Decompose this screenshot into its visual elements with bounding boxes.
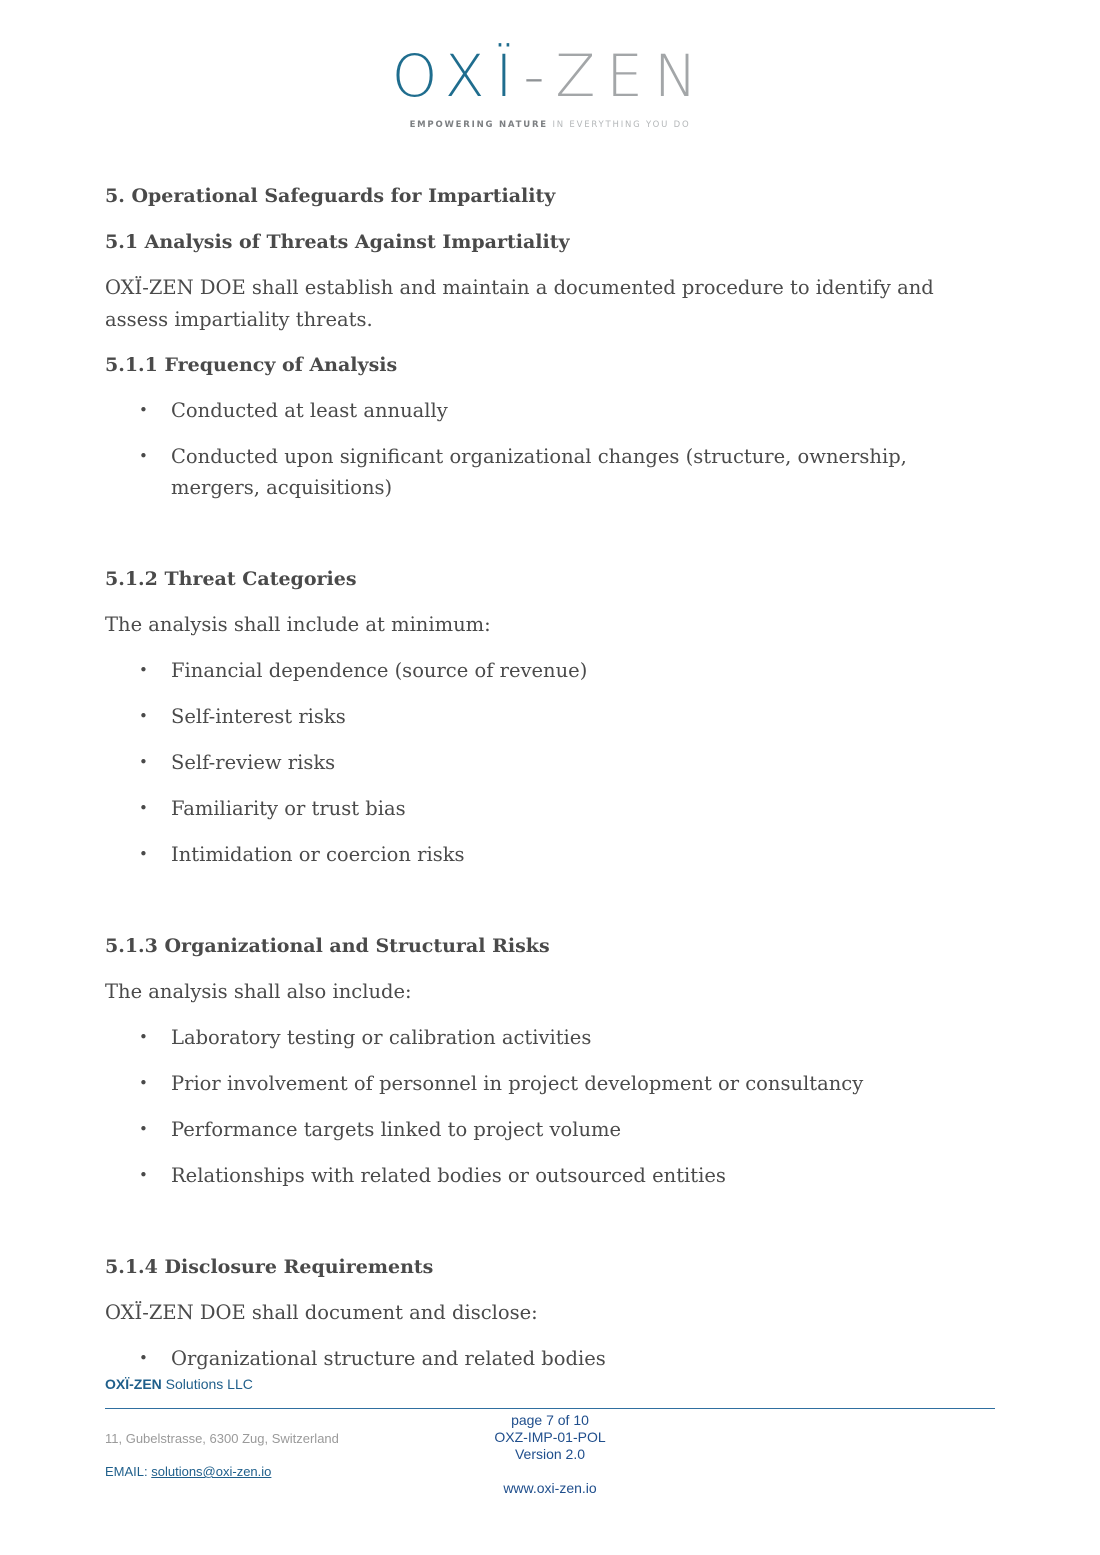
bullet-icon: • <box>139 845 148 863</box>
section-5-1-intro: OXÏ-ZEN DOE shall establish and maintain a documented procedure to identify and assess impartiality threats. <box>105 276 934 331</box>
footer-company-name: OXÏ-ZEN Solutions LLC <box>105 1376 253 1392</box>
bullet-icon: • <box>139 661 148 679</box>
structural-risks-list <box>105 1022 985 1191</box>
list-item: • Conducted upon significant organizational changes (structure, ownership, mergers, acquisitions) <box>105 441 985 503</box>
bullet-icon: • <box>139 447 148 465</box>
frequency-list <box>105 395 985 503</box>
bullet-icon: • <box>139 1028 148 1046</box>
threat-categories-list <box>105 655 985 870</box>
section-5-1-2-heading: 5.1.2 Threat Categories <box>105 568 357 590</box>
section-5-heading: 5. Operational Safeguards for Impartiality <box>105 185 556 207</box>
logo-wordmark: OXÏ-ZEN <box>391 42 709 110</box>
bullet-icon: • <box>139 1120 148 1138</box>
section-5-1-3-heading: 5.1.3 Organizational and Structural Risks <box>105 935 550 957</box>
list-item: • Relationships with related bodies or outsourced entities <box>105 1160 985 1191</box>
list-item: • Financial dependence (source of revenue) <box>105 655 985 686</box>
bullet-icon: • <box>139 1166 148 1184</box>
bullet-icon: • <box>139 707 148 725</box>
footer-address: 11, Gubelstrasse, 6300 Zug, Switzerland <box>105 1431 339 1446</box>
bullet-icon: • <box>139 1349 148 1367</box>
footer-page-info <box>400 1412 700 1463</box>
section-5-1-1-heading: 5.1.1 Frequency of Analysis <box>105 354 398 376</box>
bullet-icon: • <box>139 753 148 771</box>
company-logo <box>0 40 1100 130</box>
list-item: • Self-review risks <box>105 747 985 778</box>
list-item: • Self-interest risks <box>105 701 985 732</box>
bullet-icon: • <box>139 799 148 817</box>
section-5-1-heading: 5.1 Analysis of Threats Against Impartiality <box>105 231 570 253</box>
list-item: • Intimidation or coercion risks <box>105 839 985 870</box>
disclosure-list <box>105 1343 985 1374</box>
bullet-icon: • <box>139 401 148 419</box>
document-version: Version 2.0 <box>514 1446 586 1462</box>
website-link[interactable]: www.oxi-zen.io <box>503 1480 597 1496</box>
list-item: • Familiarity or trust bias <box>105 793 985 824</box>
list-item: • Prior involvement of personnel in project development or consultancy <box>105 1068 985 1099</box>
bullet-icon: • <box>139 1074 148 1092</box>
document-body <box>105 180 985 1374</box>
footer-email: EMAIL: solutions@oxi-zen.io <box>105 1464 272 1479</box>
list-item: • Laboratory testing or calibration activities <box>105 1022 985 1053</box>
email-link[interactable]: solutions@oxi-zen.io <box>151 1464 272 1479</box>
logo-tagline: EMPOWERING NATURE IN EVERYTHING YOU DO <box>409 120 691 130</box>
section-5-1-4-intro: OXÏ-ZEN DOE shall document and disclose: <box>105 1301 538 1324</box>
list-item: • Conducted at least annually <box>105 395 985 426</box>
page-number: page 7 of 10 <box>511 1412 589 1428</box>
list-item: • Performance targets linked to project volume <box>105 1114 985 1145</box>
section-5-1-2-intro: The analysis shall include at minimum: <box>105 613 491 636</box>
section-5-1-4-heading: 5.1.4 Disclosure Requirements <box>105 1256 434 1278</box>
footer-divider <box>105 1408 995 1409</box>
list-item: • Organizational structure and related bodies <box>105 1343 985 1374</box>
section-5-1-3-intro: The analysis shall also include: <box>105 980 412 1003</box>
document-code: OXZ-IMP-01-POL <box>494 1429 606 1445</box>
